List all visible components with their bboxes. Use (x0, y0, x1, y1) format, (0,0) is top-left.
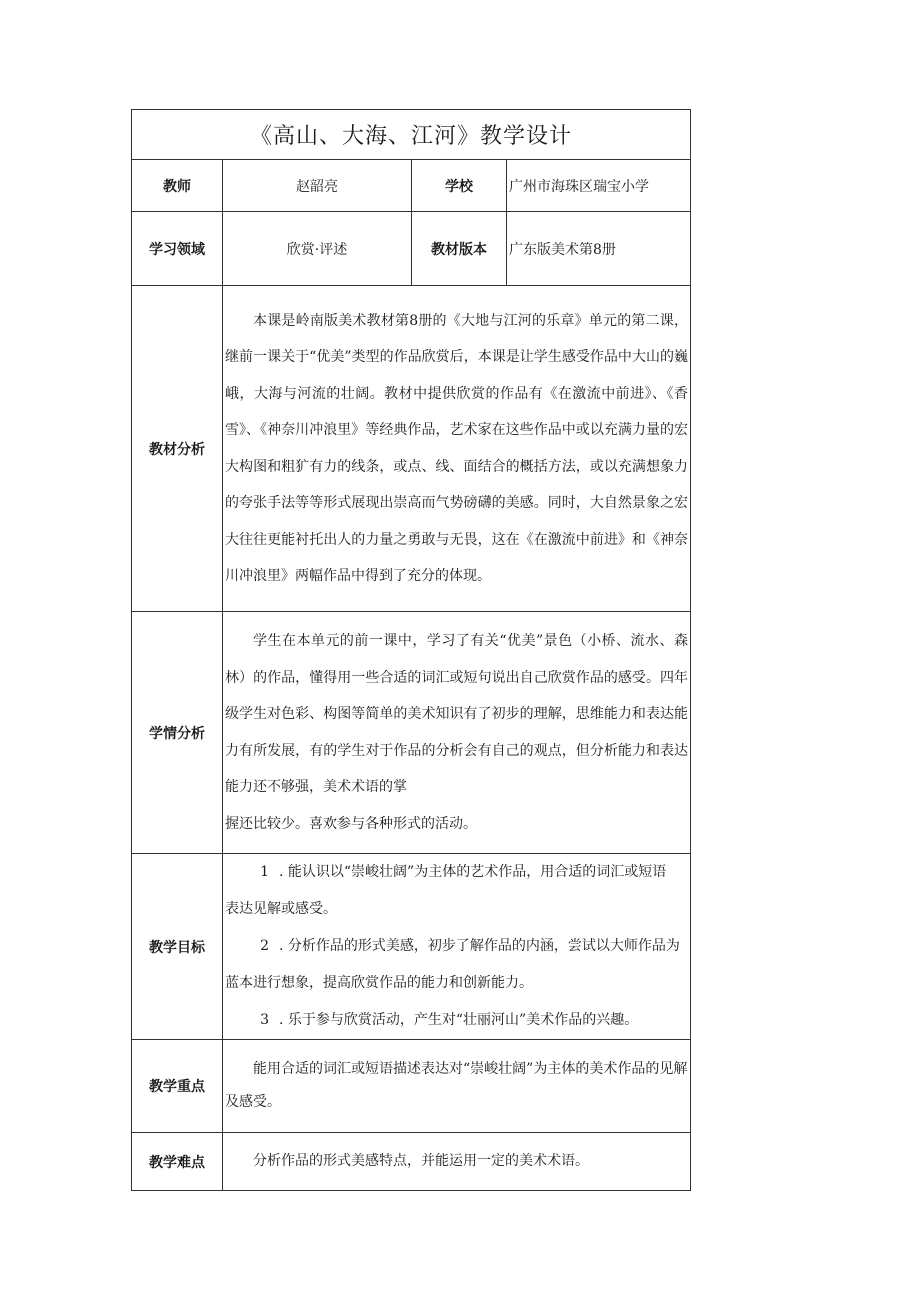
student-analysis-label: 学情分析 (132, 612, 223, 854)
edition-label: 教材版本 (412, 212, 507, 286)
goal-item-3: 3 . 乐于参与欣赏活动，产生对“壮丽河山”美术作品的兴趣。 (260, 1012, 639, 1028)
difficulty-text: 分析作品的形式美感特点，并能运用一定的美术术语。 (253, 1153, 589, 1169)
lesson-plan-table (131, 109, 691, 1191)
document-title: 《高山、大海、江河》教学设计 (132, 110, 691, 160)
goal-item-1-cont: 表达见解或感受。 (225, 901, 337, 917)
key-point-label: 教学重点 (132, 1040, 223, 1133)
student-analysis-text-cont: 握还比较少。喜欢参与各种形式的活动。 (225, 815, 477, 832)
goal-item-2: 2 . 分析作品的形式美感，初步了解作品的内涵，尝试以大师作品为 (260, 938, 680, 954)
material-analysis-text: 本课是岭南版美术教材第8册的《大地与江河的乐章》单元的第二课，继前一课关于“优美”类型的作品欣赏后，本课是让学生感受作品中大山的巍峨，大海与河流的壮阔。教材中提供欣赏的作品有《在激流中前进》、《香雪》、《神奈川冲浪里》等经典作品，艺术家在这些作品中或以充满力量的宏大构图和粗犷有力的线条，或点、线、面结合的概括方法，或以充满想象力的夸张手法等等形式展现出崇高而气势磅礴的美感。同时，大自然景象之宏大往往更能衬托出人的力量之勇敢与无畏，这在《在激流中前进》和《神奈川冲浪里》两幅作品中得到了充分的体现。 (225, 312, 689, 584)
goal-item-1: 1 . 能认识以“崇峻壮阔”为主体的艺术作品，用合适的词汇或短语 (260, 864, 667, 880)
difficulty-cell (223, 1133, 691, 1191)
student-analysis-cell (223, 612, 691, 854)
field-label: 学习领域 (132, 212, 223, 286)
school-name: 广州市海珠区瑞宝小学 (507, 160, 691, 212)
key-point-text: 能用合适的词汇或短语描述表达对“崇峻壮阔”为主体的美术作品的见解及感受。 (225, 1061, 688, 1110)
student-analysis-text: 学生在本单元的前一课中，学习了有关“优美”景色（小桥、流水、森林）的作品，懂得用一些合适的词汇或短句说出自己欣赏作品的感受。四年级学生对色彩、构图等简单的美术知识有了初步的理解，思维能力和表达能力有所发展，有的学生对于作品的分析会有自己的观点，但分析能力和表达能力还不够强，美术术语的掌 (225, 633, 689, 795)
student-analysis-row (132, 612, 691, 854)
material-analysis-row (132, 286, 691, 612)
difficulty-label: 教学难点 (132, 1133, 223, 1191)
teaching-goals-label: 教学目标 (132, 854, 223, 1040)
school-label: 学校 (412, 160, 507, 212)
key-point-row (132, 1040, 691, 1133)
teaching-goals-row (132, 854, 691, 1040)
material-analysis-label: 教材分析 (132, 286, 223, 612)
teaching-goals-cell (223, 854, 691, 1040)
goal-item-2-cont: 蓝本进行想象，提高欣赏作品的能力和创新能力。 (225, 975, 533, 991)
field-value: 欣赏·评述 (223, 212, 412, 286)
difficulty-row (132, 1133, 691, 1191)
teacher-row (132, 160, 691, 212)
material-analysis-cell (223, 286, 691, 612)
edition-value: 广东版美术第8册 (507, 212, 691, 286)
lesson-plan-document (131, 109, 690, 1191)
field-row (132, 212, 691, 286)
teacher-name: 赵韶亮 (223, 160, 412, 212)
key-point-cell (223, 1040, 691, 1133)
teacher-label: 教师 (132, 160, 223, 212)
title-row (132, 110, 691, 160)
